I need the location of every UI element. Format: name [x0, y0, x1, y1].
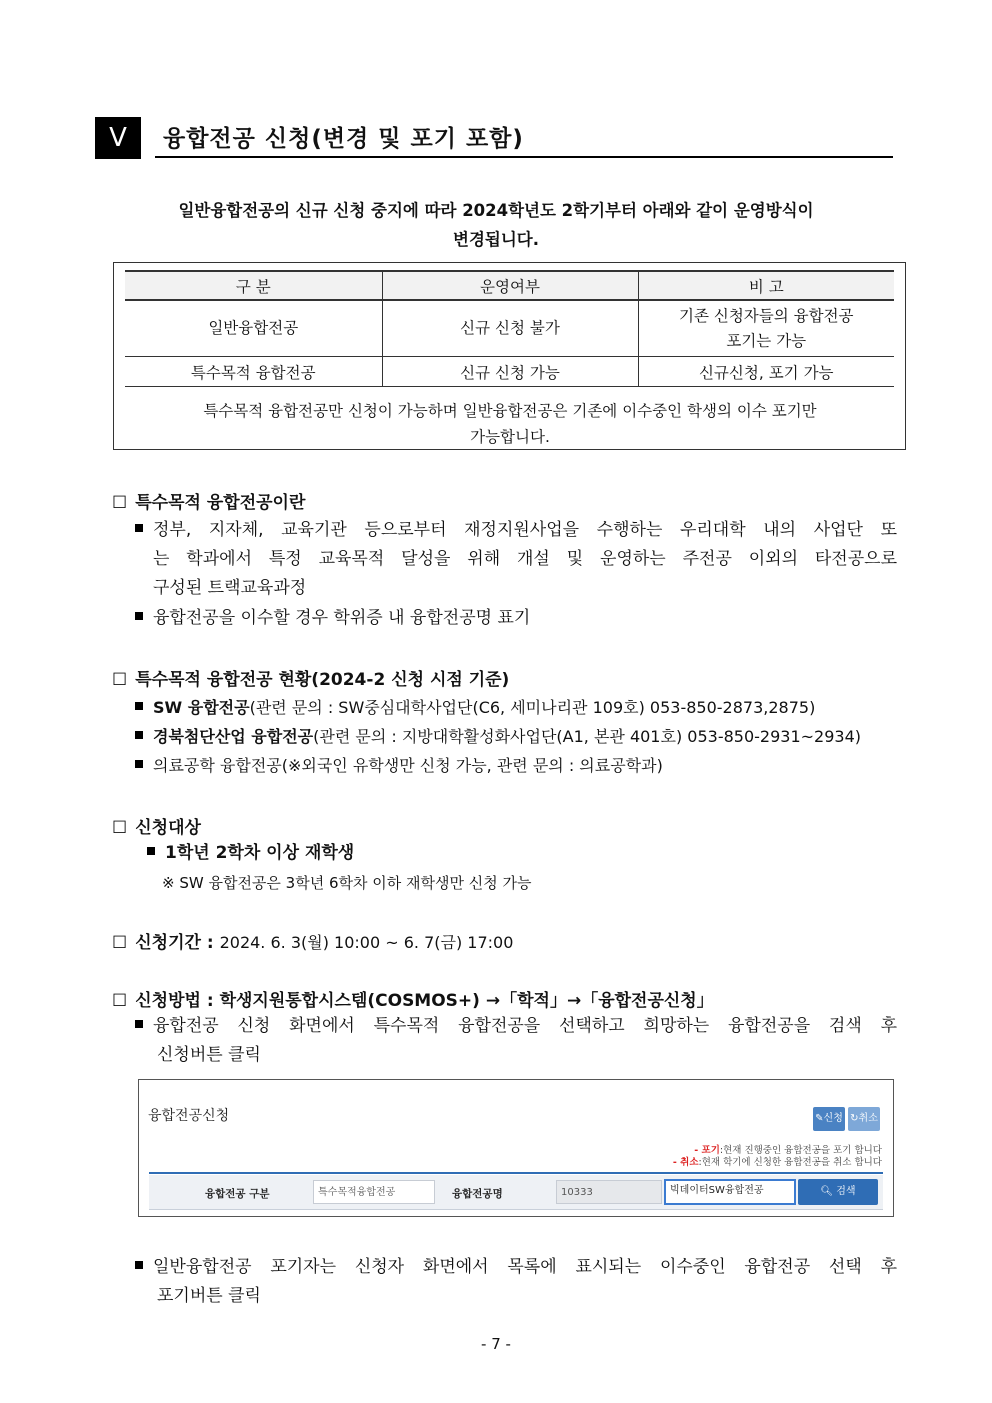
item-detail: (관련 문의 : 지방대학활성화사업단(A1, 본관 401호) 053-850-2931~2934)	[313, 727, 861, 746]
type-label: 융합전공 구분	[205, 1188, 270, 1200]
heading-method	[112, 986, 714, 1011]
eligibility-item	[147, 839, 354, 868]
section-title: 융합전공 신청(변경 및 포기 포함)	[163, 126, 524, 152]
item-detail: (관련 문의 : SW중심대학사업단(C6, 세미나리관 109호) 053-850-2873,2875)	[249, 698, 816, 717]
bullet-text: 융합전공 신청 화면에서 특수목적 융합전공을 선택하고 희망하는 융합전공을 검색 후	[153, 1016, 897, 1036]
bullet-square-icon	[135, 1020, 143, 1028]
heading-what-is	[112, 488, 305, 513]
table-row	[125, 357, 894, 387]
list-item	[135, 722, 861, 751]
item-detail: 의료공학 융합전공(※외국인 유학생만 신청 가능, 관련 문의 : 의료공학과)	[153, 756, 663, 775]
status-list	[135, 693, 861, 780]
operation-table	[125, 270, 894, 387]
bullet-text: 포기버튼 클릭	[157, 1286, 261, 1306]
period-value: 2024. 6. 3(월) 10:00 ~ 6. 7(금) 17:00	[219, 933, 514, 952]
cell-note-line-2: 포기는 가능	[726, 331, 807, 350]
bullet-square-icon	[135, 760, 143, 768]
apply-button-label: 신청	[823, 1113, 843, 1124]
legend-key: - 취소	[672, 1157, 699, 1168]
refresh-icon: ↻	[850, 1113, 859, 1124]
legend-key: - 포기	[694, 1145, 720, 1156]
checkbox-square-icon: ☐	[112, 991, 128, 1011]
cell-type: 일반융합전공	[125, 300, 382, 357]
heading-status-text: 특수목적 융합전공 현황(2024-2 신청 시점 기준)	[135, 670, 510, 690]
apply-button[interactable]	[813, 1107, 845, 1131]
cell-note-line-1: 기존 신청자들의 융합전공	[678, 306, 854, 325]
code-field[interactable]: 10333	[556, 1180, 662, 1204]
search-bar-top-rule	[149, 1172, 883, 1174]
table-row	[125, 300, 894, 357]
cell-status: 신규 신청 불가	[382, 300, 638, 357]
period-heading: 신청기간 :	[135, 933, 214, 953]
bullet-text: 융합전공을 이수할 경우 학위증 내 융합전공명 표기	[153, 608, 531, 628]
item-name: SW 융합전공	[153, 698, 250, 717]
action-legend	[620, 1145, 882, 1169]
what-is-bullet-2	[135, 604, 530, 633]
cell-note	[638, 300, 894, 357]
method-bullet-1	[135, 1012, 897, 1070]
bullet-text: 정부, 지자체, 교육기관 등으로부터 재정지원사업을 수행하는 우리대학 내의 사업단 또	[153, 520, 897, 540]
section-number-badge: V	[95, 117, 141, 159]
cell-type: 특수목적 융합전공	[125, 357, 382, 387]
screenshot-title: 융합전공신청	[148, 1108, 230, 1124]
checkbox-square-icon: ☐	[112, 818, 128, 838]
bullet-text: 는 학과에서 특정 교육목적 달성을 위해 개설 및 운영하는 주전공 이외의 타전공으로	[153, 549, 897, 569]
heading-eligibility	[112, 813, 201, 838]
name-label: 융합전공명	[452, 1188, 503, 1200]
bullet-square-icon	[135, 524, 143, 532]
bullet-square-icon	[147, 847, 155, 855]
type-select[interactable]: 특수목적융합전공	[313, 1180, 435, 1204]
cancel-button[interactable]	[848, 1107, 880, 1131]
intro-paragraph	[100, 196, 892, 254]
heading-what-is-text: 특수목적 융합전공이란	[135, 493, 306, 513]
period-line	[112, 928, 513, 953]
table-footnote-line-2: 가능합니다.	[470, 428, 550, 446]
header-category: 구 분	[125, 271, 382, 300]
bullet-text: 일반융합전공 포기자는 신청자 화면에서 목록에 표시되는 이수중인 융합전공 선택 후	[153, 1257, 897, 1277]
intro-line-2: 변경됩니다.	[453, 230, 539, 249]
bullet-text: 신청버튼 클릭	[157, 1045, 261, 1065]
what-is-bullet-1	[135, 516, 897, 603]
cancel-button-label: 취소	[858, 1113, 878, 1124]
header-status: 운영여부	[382, 271, 638, 300]
name-search-input[interactable]: 빅데이터SW융합전공	[664, 1179, 796, 1205]
bullet-square-icon	[135, 702, 143, 710]
table-header-row	[125, 271, 894, 300]
checkbox-square-icon: ☐	[112, 933, 128, 953]
eligibility-note: ※ SW 융합전공은 3학년 6학차 이하 재학생만 신청 가능	[162, 874, 532, 892]
bullet-square-icon	[135, 731, 143, 739]
legend-text: :현재 진행중인 융합전공을 포기 합니다	[719, 1145, 882, 1156]
section-underline	[155, 156, 893, 158]
search-button-label: 검색	[836, 1186, 856, 1197]
intro-line-1: 일반융합전공의 신규 신청 중지에 따라 2024학년도 2학기부터 아래와 같이 운영방식이	[178, 201, 814, 220]
table-footnote-line-1: 특수목적 융합전공만 신청이 가능하며 일반융합전공은 기존에 이수중인 학생의 이수 포기만	[203, 402, 817, 420]
heading-eligibility-text: 신청대상	[135, 818, 201, 838]
legend-text: :현재 학기에 신청한 융합전공을 취소 합니다	[698, 1157, 882, 1168]
list-item	[135, 693, 861, 722]
cell-status: 신규 신청 가능	[382, 357, 638, 387]
search-button[interactable]	[798, 1179, 878, 1205]
bullet-text: 1학년 2학차 이상 재학생	[165, 843, 355, 863]
checkbox-square-icon: ☐	[112, 493, 128, 513]
bullet-square-icon	[135, 1261, 143, 1269]
heading-status	[112, 665, 509, 690]
edit-icon: ✎	[815, 1113, 824, 1124]
list-item	[135, 751, 861, 780]
heading-method-text: 신청방법 : 학생지원통합시스템(COSMOS+) →「학적」→「융합전공신청」	[135, 991, 714, 1011]
cell-note: 신규신청, 포기 가능	[638, 357, 894, 387]
method-bullet-2	[135, 1253, 897, 1311]
item-name: 경북첨단산업 융합전공	[153, 727, 314, 746]
bullet-square-icon	[135, 612, 143, 620]
page-number: - 7 -	[481, 1335, 511, 1353]
search-icon: 🔍︎	[820, 1186, 837, 1197]
table-footnote	[140, 398, 880, 450]
bullet-text: 구성된 트랙교육과정	[153, 578, 307, 598]
checkbox-square-icon: ☐	[112, 670, 128, 690]
header-note: 비 고	[638, 271, 894, 300]
